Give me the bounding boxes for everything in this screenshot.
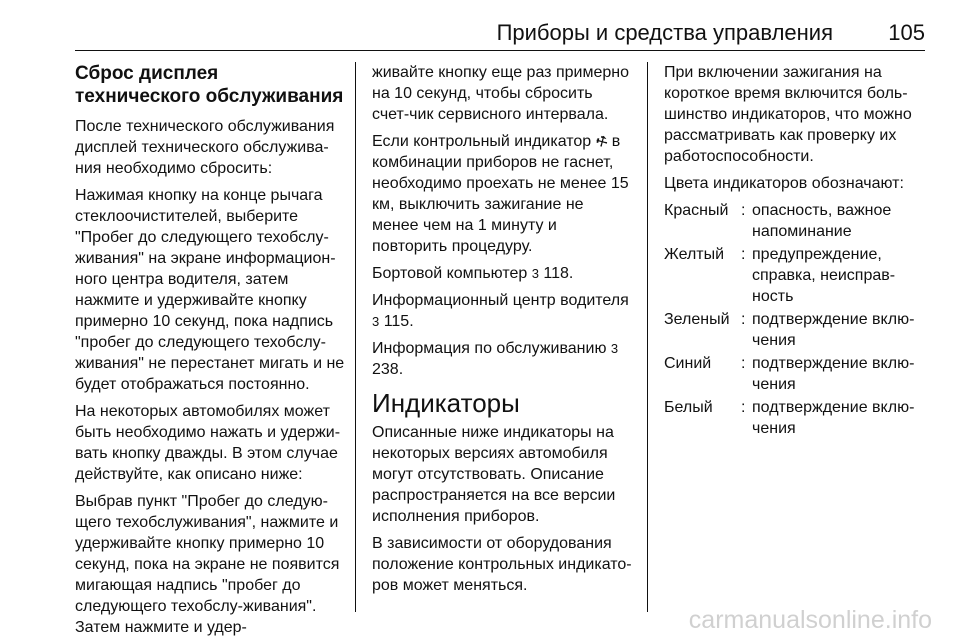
reference-arrow-icon: 3 [610,341,619,356]
paragraph-text: в комбинации приборов не гаснет, необходимо проехать не менее 15 км, выключить зажигание не менее чем на 1 минуту и повторить процедуру. [372,133,629,255]
column-3 [664,62,926,441]
paragraph: живайте кнопку еще раз примерно на 10 секунд, чтобы сбросить счет-чик сервисного интервала. [372,64,629,123]
wrench-icon: ⚒ [592,132,611,151]
paragraph-text: Если контрольный индикатор [372,133,592,150]
paragraph: При включении зажигания на короткое время включится боль-шинство индикаторов, что можно рассматривать как проверку их работоспособности. [664,64,912,165]
color-legend [664,200,926,439]
column-divider-1 [355,62,356,612]
page-header [75,0,925,50]
paragraph [372,131,634,257]
paragraph: Описанные ниже индикаторы на некоторых версиях автомобиля могут отсутствовать. Описание распространяется на все версии исполнения приборов. [372,424,616,525]
paragraph: Нажимая кнопку на конце рычага стеклоочистителей, выберите "Пробег до следующего техобслу-живания" на экране информацион-ного центра водителя, затем нажмите и удерживайте кнопку примерно 10 секунд, пока надпись "пробег до следующего техобслу-живания" не перестанет мигать и не будет отображаться постоянно. [75,187,345,393]
paragraph: Выбрав пункт "Пробег до следую-щего техобслуживания", нажмите и удерживайте кнопку примерно 10 секунд, пока на экране не появится мигающая надпись "пробег до следующего техобслу-живания". Затем нажмите и удер- [75,493,340,636]
cross-reference-onboard-computer[interactable]: Бортовой компьютер 3 118. [372,265,574,282]
color-row-white: Белый : подтверждение вклю-чения [664,399,915,437]
cross-reference-driver-info-center[interactable]: Информационный центр водителя 3 115. [372,292,629,330]
watermark: carmanualsonline.info [688,606,932,634]
color-row-red: Красный : опасность, важное напоминание [664,202,892,240]
reference-arrow-icon: 3 [531,266,539,281]
color-row-yellow: Желтый : предупреждение, справка, неисправ-ность [664,246,896,305]
color-row-blue: Синий : подтверждение вклю-чения [664,355,915,393]
paragraph: В зависимости от оборудования положение контрольных индикато-ров может меняться. [372,535,632,594]
reference-arrow-icon: 3 [372,314,380,329]
service-reset-heading: Сброс дисплея технического обслуживания [75,63,344,107]
paragraph: Цвета индикаторов обозначают: [664,175,904,192]
column-2 [372,62,634,602]
section-title: Приборы и средства управления [496,20,833,45]
header-rule [75,50,925,51]
paragraph: После технического обслуживания дисплей технического обслужива-ния необходимо сбросить: [75,118,335,177]
page-number: 105 [888,20,925,45]
indicators-heading: Индикаторы [372,388,520,418]
column-1 [75,62,345,644]
cross-reference-service-info[interactable]: Информация по обслуживанию 3 238. [372,340,619,378]
column-divider-2 [647,62,648,612]
paragraph: На некоторых автомобилях может быть необходимо нажать и удержи-вать кнопку дважды. В этом случае действуйте, как описано ниже: [75,403,341,483]
color-row-green: Зеленый : подтверждение вклю-чения [664,311,915,349]
